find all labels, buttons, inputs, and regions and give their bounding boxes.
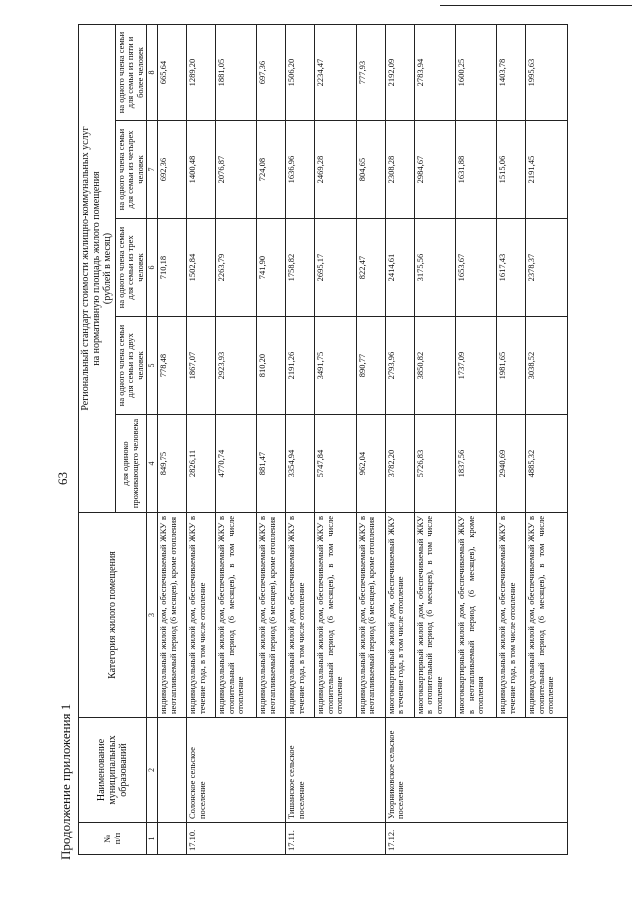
col-index: 1 — [147, 823, 158, 855]
value-cell: 2191,45 — [526, 121, 568, 219]
housing-category: индивидуальный жилой дом, обеспечиваемый ЖКУ в течение года, в том числе отопление — [286, 513, 315, 718]
col-index: 3 — [147, 513, 158, 718]
value-cell: 4770,74 — [215, 415, 256, 513]
value-cell: 1737,09 — [456, 317, 497, 415]
value-cell: 3175,56 — [414, 219, 455, 317]
value-cell: 2783,94 — [414, 24, 455, 120]
value-cell: 778,48 — [158, 317, 187, 415]
housing-category: индивидуальный жилой дом, обеспечиваемый ЖКУ в течение года, в том числе отопление — [187, 513, 216, 718]
value-cell: 2940,69 — [497, 415, 526, 513]
header-category: Категория жилого помещения — [79, 513, 147, 718]
value-cell: 1403,78 — [497, 24, 526, 120]
housing-category: индивидуальный жилой дом, обеспечиваемый ЖКУ в течение года, в том числе отопление — [497, 513, 526, 718]
municipality-name — [158, 718, 187, 823]
value-cell: 1981,65 — [497, 317, 526, 415]
value-cell: 3038,52 — [526, 317, 568, 415]
header-sub-3: на одного члена семьи для семьи из трех человек — [115, 219, 147, 317]
value-cell: 2414,61 — [385, 219, 414, 317]
value-cell: 5747,84 — [315, 415, 356, 513]
value-cell: 665,64 — [158, 24, 187, 120]
table-row — [286, 24, 315, 854]
value-cell: 890,77 — [356, 317, 385, 415]
header-sub-5: на одного члена семьи для семьи из пяти и более человек — [115, 24, 147, 120]
row-num: 17.10. — [187, 823, 286, 855]
table-row — [385, 24, 414, 854]
value-cell: 777,93 — [356, 24, 385, 120]
value-cell: 2695,17 — [315, 219, 356, 317]
value-cell: 849,75 — [158, 415, 187, 513]
value-cell: 1995,63 — [526, 24, 568, 120]
value-cell: 804,65 — [356, 121, 385, 219]
table-row — [187, 24, 216, 854]
municipality-name: Упорниковское сельское поселение — [385, 718, 567, 823]
value-cell: 810,20 — [257, 317, 286, 415]
value-cell: 1289,20 — [187, 24, 216, 120]
value-cell: 3850,82 — [414, 317, 455, 415]
value-cell: 2378,37 — [526, 219, 568, 317]
value-cell: 1515,06 — [497, 121, 526, 219]
value-cell: 2923,93 — [215, 317, 256, 415]
value-cell: 3782,20 — [385, 415, 414, 513]
value-cell: 2192,09 — [385, 24, 414, 120]
value-cell: 2234,47 — [315, 24, 356, 120]
value-cell: 1758,82 — [286, 219, 315, 317]
value-cell: 2191,26 — [286, 317, 315, 415]
value-cell: 5726,83 — [414, 415, 455, 513]
value-cell: 1617,43 — [497, 219, 526, 317]
housing-category: индивидуальный жилой дом, обеспечиваемый ЖКУ в отопительный период (6 месяцев), в том числе отопление — [526, 513, 568, 718]
row-num — [158, 823, 187, 855]
col-index: 5 — [147, 317, 158, 415]
page-number: 63 — [55, 472, 70, 485]
value-cell: 1837,56 — [456, 415, 497, 513]
value-cell: 2076,87 — [215, 121, 256, 219]
value-cell: 692,36 — [158, 121, 187, 219]
housing-category: многоквартирный жилой дом, обеспечиваемый ЖКУ в неотапливаемый период (6 месяцев), кроме отопления — [456, 513, 497, 718]
value-cell: 1600,25 — [456, 24, 497, 120]
value-cell: 2469,28 — [315, 121, 356, 219]
value-cell: 724,08 — [257, 121, 286, 219]
col-index: 4 — [147, 415, 158, 513]
value-cell: 1506,20 — [286, 24, 315, 120]
value-cell: 2826,11 — [187, 415, 216, 513]
value-cell: 1867,07 — [187, 317, 216, 415]
header-municipality: Наименование муниципальных образований — [79, 718, 147, 823]
table-row — [158, 24, 187, 854]
value-cell: 1881,05 — [215, 24, 256, 120]
value-cell: 2263,79 — [215, 219, 256, 317]
municipality-name: Солонское сельское поселение — [187, 718, 286, 823]
value-cell: 2308,28 — [385, 121, 414, 219]
header-sub-2: на одного члена семьи для семьи из двух человек — [115, 317, 147, 415]
value-cell: 4885,32 — [526, 415, 568, 513]
value-cell: 741,90 — [257, 219, 286, 317]
value-cell: 1636,96 — [286, 121, 315, 219]
value-cell: 962,04 — [356, 415, 385, 513]
value-cell: 710,18 — [158, 219, 187, 317]
col-index: 2 — [147, 718, 158, 823]
value-cell: 3354,94 — [286, 415, 315, 513]
housing-category: многоквартирный жилой дом, обеспечиваемый ЖКУ в отопительный период (6 месяцев), в том числе отопление — [414, 513, 455, 718]
col-index: 8 — [147, 24, 158, 120]
housing-category: индивидуальный жилой дом, обеспечиваемый ЖКУ в неотапливаемый период (6 месяцев), кроме отопления — [257, 513, 286, 718]
row-num: 17.11. — [286, 823, 385, 855]
header-sub-1: для одиноко проживающего человека — [115, 415, 147, 513]
value-cell: 2984,67 — [414, 121, 455, 219]
header-sub-4: на одного члена семьи для семьи из четырех человек — [115, 121, 147, 219]
housing-category: многоквартирный жилой дом, обеспечиваемый ЖКУ в течение года, в том числе отопление — [385, 513, 414, 718]
row-num: 17.12. — [385, 823, 567, 855]
value-cell: 2793,96 — [385, 317, 414, 415]
header-standard: Региональный стандарт стоимости жилищно-коммунальных услуг на нормативную площадь жилого помещения (рублей в месяц) — [79, 24, 116, 512]
housing-category: индивидуальный жилой дом, обеспечиваемый ЖКУ в отопительный период (6 месяцев), в том числе отопление — [315, 513, 356, 718]
value-cell: 3491,75 — [315, 317, 356, 415]
value-cell: 881,47 — [257, 415, 286, 513]
value-cell: 1400,48 — [187, 121, 216, 219]
housing-category: индивидуальный жилой дом, обеспечиваемый ЖКУ в отопительный период (6 месяцев), в том числе отопление — [215, 513, 256, 718]
header-num: № п/п — [79, 823, 147, 855]
value-cell: 1502,84 — [187, 219, 216, 317]
municipality-name: Тишанское сельское поселение — [286, 718, 385, 823]
value-cell: 1653,67 — [456, 219, 497, 317]
col-index: 7 — [147, 121, 158, 219]
value-cell: 1631,88 — [456, 121, 497, 219]
housing-standard-table — [78, 24, 568, 855]
housing-category: индивидуальный жилой дом, обеспечиваемый ЖКУ в неотапливаемый период (6 месяцев), кроме отопления — [158, 513, 187, 718]
col-index: 6 — [147, 219, 158, 317]
continuation-label: Продолжение приложения 1 — [58, 703, 73, 860]
value-cell: 822,47 — [356, 219, 385, 317]
value-cell: 697,36 — [257, 24, 286, 120]
housing-category: индивидуальный жилой дом, обеспечиваемый ЖКУ в неотапливаемый период (6 месяцев), кроме отопления — [356, 513, 385, 718]
